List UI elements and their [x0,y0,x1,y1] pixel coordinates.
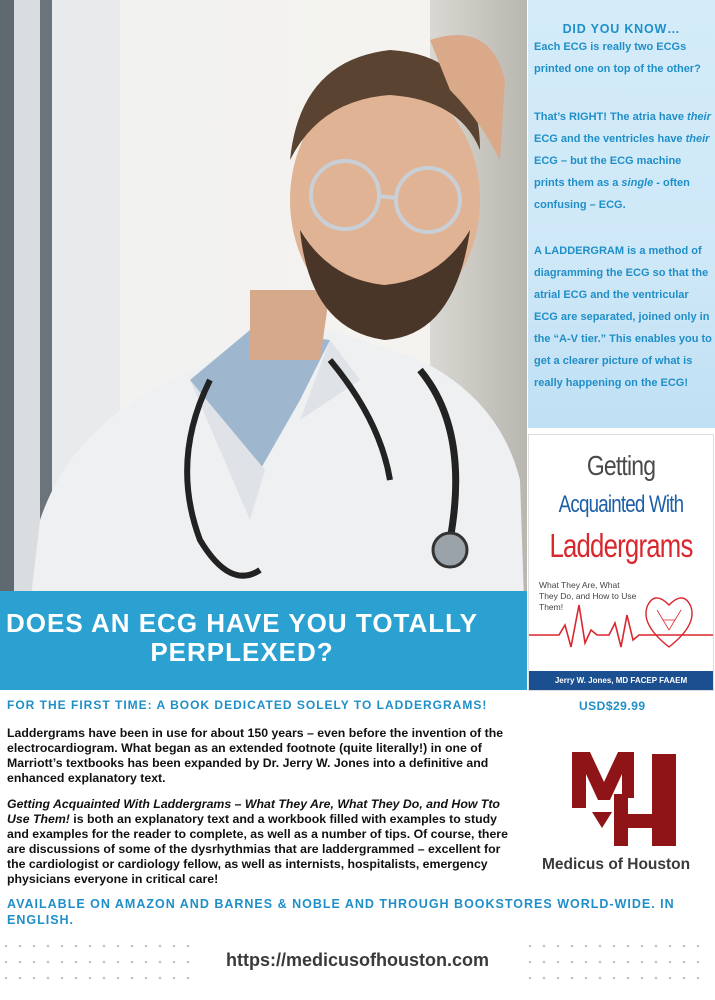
did-you-know-p1: Each ECG is really two ECGs printed one on top of the other? [534,41,701,75]
did-you-know-title: DID YOU KNOW… [562,22,681,36]
availability-text: AVAILABLE ON AMAZON AND BARNES & NOBLE AND THROUGH BOOKSTORES WORLD-WIDE. IN ENGLISH. [7,897,675,927]
banner-headline: DOES AN ECG HAVE YOU TOTALLY PERPLEXED? [6,608,478,667]
cover-title-line1: Getting [586,450,656,481]
body-paragraph-2: Getting Acquainted With Laddergrams – What They Are, What They Do, and How Tto Use Them! is both an explanatory text and a workbook filled with examples to study and examples for the reader to complete, as well as a number of tips. Of course, there are discussions of some of the dysrhythmias that are laddergrammed – excellent for the cardiologist or cardiology fellow, as well as internists, hospitalists, emergency physicians everyone in critical care! [7,797,508,886]
book-cover[interactable] [528,434,714,691]
price-label: USD$29.99 [579,699,646,713]
ecg-heart-icon [529,585,713,655]
first-time-tagline: FOR THE FIRST TIME: A BOOK DEDICATED SOLELY TO LADDERGRAMS! [7,698,488,712]
did-you-know-p2: That’s RIGHT! The atria have their ECG and the ventricles have their ECG – but the ECG machine prints them as a single - often confusing – ECG. [534,111,711,211]
cover-title-line3: Laddergrams [549,527,693,564]
cover-title-line2: Acquainted With [558,491,684,518]
headline-banner [0,591,527,690]
cover-subtitle: What They Are, What They Do, and How to Use Them! [539,580,637,612]
body-paragraph-1: Laddergrams have been in use for about 150 years – even before the invention of the electrocardiogram. What began as an extended footnote (quite literally!) in one of Marriott’s textbooks has been expanded by Dr. Jerry W. Jones into a definitive and enhanced explanatory text. [7,726,504,785]
cover-author: Jerry W. Jones, MD FACEP FAAEM [529,671,713,690]
did-you-know-p3: A LADDERGRAM is a method of diagramming the ECG so that the atrial ECG and the ventricular ECG are separated, joined only in the “A-V tier.” This enables you to get a clearer picture of what is really happening on the ECG! [534,245,712,389]
logo-name: Medicus of Houston [542,856,691,873]
did-you-know-panel [528,0,715,428]
medicus-logo-icon [572,748,680,848]
website-link[interactable]: https://medicusofhouston.com [226,950,489,970]
